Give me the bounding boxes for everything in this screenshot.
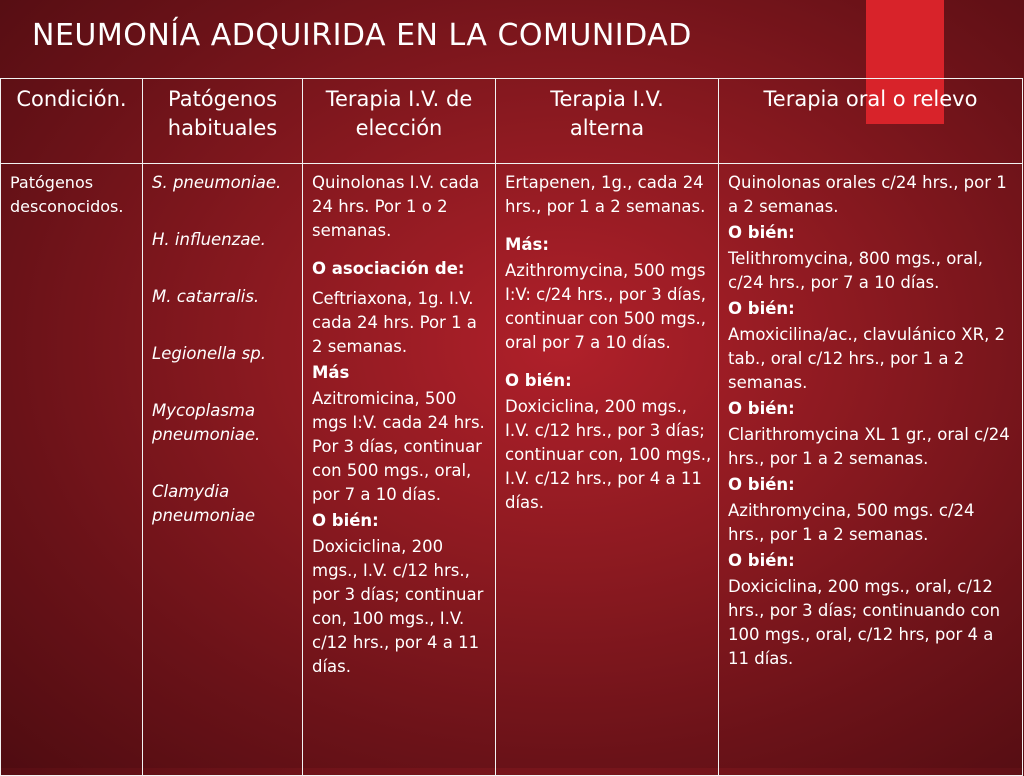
pathogen-item: Mycoplasma pneumoniae. [152,401,261,444]
header-iv-alternate-text: Terapia I.V. alterna [550,87,664,140]
oral-item: O bién: [728,551,795,570]
pathogen-item: Legionella sp. [152,344,266,363]
oral-item: Doxiciclina, 200 mgs., oral, c/12 hrs., por 3 días; continuando con 100 mgs., oral, c/12 hrs, por 4 a 11 días. [728,577,1001,668]
oral-item: Amoxicilina/ac., clavulánico XR, 2 tab., oral c/12 hrs., por 1 a 2 semanas. [728,325,1006,392]
treatment-table [0,78,1023,776]
table-row [1,164,1023,776]
iv-choice-item: O asociación de: [312,259,465,278]
condition-cell [1,164,143,776]
pathogen-item: S. pneumoniae. [152,173,282,192]
iv-alternate-item: Azithromycina, 500 mgs I:V: c/24 hrs., por 3 días, continuar con 500 mgs., oral por 7 a 10 días. [505,261,706,352]
header-oral: Terapia oral o relevo [719,79,1023,164]
header-row [1,79,1023,164]
header-condition: Condición. [1,79,143,164]
header-iv-choice-text: Terapia I.V. de elección [325,87,473,140]
pathogen-item: H. influenzae. [152,230,266,249]
iv-choice-cell [303,164,496,776]
oral-item: O bién: [728,223,795,242]
iv-choice-item: Doxiciclina, 200 mgs., I.V. c/12 hrs., por 3 días; continuar con, 100 mgs., I.V. c/12 hrs., por 4 a 11 días. [312,537,484,676]
condition-text: Patógenos desconocidos. [10,173,124,216]
header-pathogens: Patógenos habituales [143,79,303,164]
iv-choice-item: Quinolonas I.V. cada 24 hrs. Por 1 o 2 semanas. [312,173,480,240]
oral-item: Azithromycina, 500 mgs. c/24 hrs., por 1 a 2 semanas. [728,501,975,544]
oral-cell [719,164,1023,776]
iv-choice-item: Azitromicina, 500 mgs I:V. cada 24 hrs. Por 3 días, continuar con 500 mgs., oral, por 7 a 10 días. [312,389,485,504]
iv-choice-item: Ceftriaxona, 1g. I.V. cada 24 hrs. Por 1 a 2 semanas. [312,289,477,356]
iv-alternate-item: Ertapenen, 1g., cada 24 hrs., por 1 a 2 semanas. [505,173,706,216]
oral-item: Telithromycina, 800 mgs., oral, c/24 hrs., por 7 a 10 días. [728,249,984,292]
oral-item: O bién: [728,399,795,418]
iv-alternate-item: Doxiciclina, 200 mgs., I.V. c/12 hrs., por 3 días; continuar con, 100 mgs., I.V. c/12 hrs., por 4 a 11 días. [505,397,712,512]
slide-title: NEUMONÍA ADQUIRIDA EN LA COMUNIDAD [32,18,692,53]
iv-alternate-cell [496,164,719,776]
oral-item: O bién: [728,475,795,494]
pathogen-item: Clamydia pneumoniae [152,482,256,525]
iv-choice-item: Más [312,363,350,382]
header-iv-alternate [496,79,719,164]
iv-alternate-item: O bién: [505,371,572,390]
iv-choice-item: O bién: [312,511,379,530]
oral-item: O bién: [728,299,795,318]
oral-item: Clarithromycina XL 1 gr., oral c/24 hrs., por 1 a 2 semanas. [728,425,1010,468]
pathogen-item: M. catarralis. [152,287,260,306]
iv-alternate-item: Más: [505,235,549,254]
header-iv-choice [303,79,496,164]
oral-item: Quinolonas orales c/24 hrs., por 1 a 2 semanas. [728,173,1007,216]
pathogens-cell [143,164,303,776]
